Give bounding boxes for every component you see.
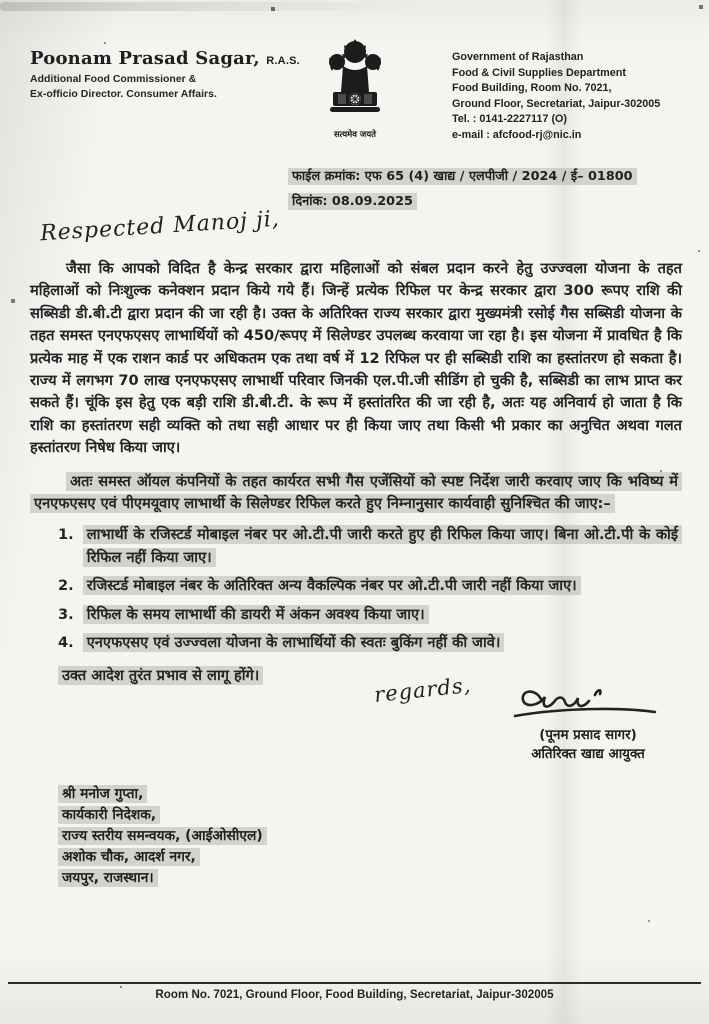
signatory-designation: अतिरिक्त खाद्य आयुक्त bbox=[531, 747, 645, 762]
department-address-block bbox=[452, 50, 692, 143]
list-item bbox=[58, 575, 682, 597]
emblem-motto: सत्यमेव जयते bbox=[334, 130, 376, 140]
scan-specks bbox=[0, 0, 2, 2]
ashoka-lion-capital-icon bbox=[303, 36, 407, 128]
body-paragraph-1: जैसा कि आपको विदित है केन्द्र सरकार द्वारा महिलाओं को संबल प्रदान करने हेतु उज्ज्वला योजना के तहत महिलाओं को निःशुल्क कनेक्शन प्रदान किये गये हैं। जिन्हें प्रत्येक रिफिल पर केन्द्र सरकार द्वारा 300 रूपए राशि की सब्सिडी डी.बी.टी द्वारा प्रदान की जा रही है। उक्त के अतिरिक्त राज्य सरकार द्वारा मुख्यमंत्री रसोई गैस सब्सिडी योजना के तहत समस्त एनएफएसए लाभार्थियों को 450/रूपए में सिलेण्डर उपलब्ध करवाया जा रहा है। इस योजना में प्रावधित है कि प्रत्येक माह में एक राशन कार्ड पर अधिकतम एक तथा वर्ष में 12 रिफिल पर ही सब्सिडी राशि का हस्तांतरण हो सकता है। राज्य में लगभग 70 लाख एनएफएसए लाभार्थी परिवार जिनकी एल.पी.जी सीडिंग हो चुकी है, सब्सिडी का लाभ प्राप्त कर सकते हैं। चूंकि इस हेतु एक बड़ी राशि डी.बी.टी. के रूप में हस्तांतरित की जा रही है, अतः यह अनिवार्य हो जाता है कि राशि का हस्तांतरण सही व्यक्ति को तथा सही आधार पर ही किया जाए तथा किसी भी प्रकार का अनुचित अथवा गलत हस्तांतरण निषेध किया जाए। bbox=[30, 260, 682, 457]
list-item bbox=[58, 604, 682, 626]
letter-date: दिनांक: 08.09.2025 bbox=[288, 193, 417, 210]
file-number-row bbox=[288, 166, 637, 184]
officer-rank: R.A.S. bbox=[266, 55, 300, 67]
body-paragraph-2-text: अतः समस्त ऑयल कंपनियों के तहत कार्यरत सभी गैस एजेंसियों को स्पष्ट निर्देश जारी करवाए जाए कि भविष्य में एनएफएसए एवं पीएमयूवाए लाभार्थी के सिलेण्डर रिफिल करते हुए निम्नानुसार कार्यवाही सुनिश्चित की जाए:– bbox=[30, 472, 682, 513]
dept-email-line: e-mail : afcfood-rj@nic.in bbox=[452, 128, 582, 141]
officer-title-line2: Ex-officio Director. Consumer Affairs. bbox=[30, 87, 217, 100]
addressee-line: जयपुर, राजस्थान। bbox=[58, 869, 158, 887]
dept-line: Government of Rajasthan bbox=[452, 51, 584, 63]
footer-address bbox=[8, 982, 701, 1001]
addressee-line: कार्यकारी निदेशक, bbox=[58, 806, 160, 824]
reference-block bbox=[288, 166, 637, 216]
officer-title-line1: Additional Food Commissioner & bbox=[30, 73, 197, 85]
footer-address-text: Room No. 7021, Ground Floor, Food Building, Secretariat, Jaipur-302005 bbox=[155, 988, 554, 1001]
list-item-number: 2. bbox=[58, 577, 74, 595]
addressee-line: श्री मनोज गुप्ता, bbox=[58, 785, 147, 803]
dept-line: Tel. : 0141-2227117 (O) bbox=[452, 113, 568, 125]
handwritten-regards: regards, bbox=[373, 672, 473, 708]
officer-title bbox=[30, 72, 300, 101]
addressee-block bbox=[58, 784, 267, 889]
signatory-name: (पूनम प्रसाद सागर) bbox=[539, 728, 637, 743]
body-paragraph-2 bbox=[30, 471, 682, 516]
list-item-text: एनएफएसए एवं उज्ज्वला योजना के लाभार्थियों की स्वतः बुकिंग नहीं की जावे। bbox=[83, 633, 505, 652]
list-item-text: रजिस्टर्ड मोबाइल नंबर के अतिरिक्त अन्य वैकल्पिक नंबर पर ओ.टी.पी जारी नहीं किया जाए। bbox=[83, 576, 581, 595]
list-item-number: 4. bbox=[58, 634, 74, 652]
handwritten-salutation: Respected Manoj ji, bbox=[39, 206, 281, 247]
date-row bbox=[288, 191, 637, 209]
list-item-text: रिफिल के समय लाभार्थी की डायरी में अंकन अवश्य किया जाए। bbox=[83, 605, 429, 624]
national-emblem bbox=[303, 36, 407, 140]
letter-body bbox=[30, 258, 682, 687]
list-item-number: 1. bbox=[58, 526, 74, 544]
officer-name-text: Poonam Prasad Sagar, bbox=[30, 48, 260, 69]
addressee-line: अशोक चौक, आदर्श नगर, bbox=[58, 848, 200, 866]
list-item-text: लाभार्थी के रजिस्टर्ड मोबाइल नंबर पर ओ.टी.पी जारी करते हुए ही रिफिल किया जाए। बिना ओ.टी.पी के कोई रिफिल नहीं किया जाए। bbox=[83, 525, 682, 566]
list-item bbox=[58, 632, 682, 654]
signatory-block bbox=[488, 726, 688, 764]
closing-line-text: उक्त आदेश तुरंत प्रभाव से लागू होंगे। bbox=[58, 666, 263, 685]
dept-line: Ground Floor, Secretariat, Jaipur-302005 bbox=[452, 97, 661, 110]
officer-name bbox=[30, 48, 300, 69]
addressee-line: राज्य स्तरीय समन्वयक, (आईओसीएल) bbox=[58, 827, 267, 845]
dept-line: Food & Civil Supplies Department bbox=[452, 66, 626, 79]
dept-line: Food Building, Room No. 7021, bbox=[452, 82, 612, 94]
scan-streak bbox=[0, 2, 420, 11]
officer-block bbox=[30, 48, 300, 101]
list-item-number: 3. bbox=[58, 605, 74, 623]
instruction-list bbox=[58, 524, 682, 654]
list-item bbox=[58, 524, 682, 569]
file-number: फाईल क्रमांक: एफ 65 (4) खाद्य / एलपीजी / 2024 / ई– 01800 bbox=[288, 168, 637, 185]
